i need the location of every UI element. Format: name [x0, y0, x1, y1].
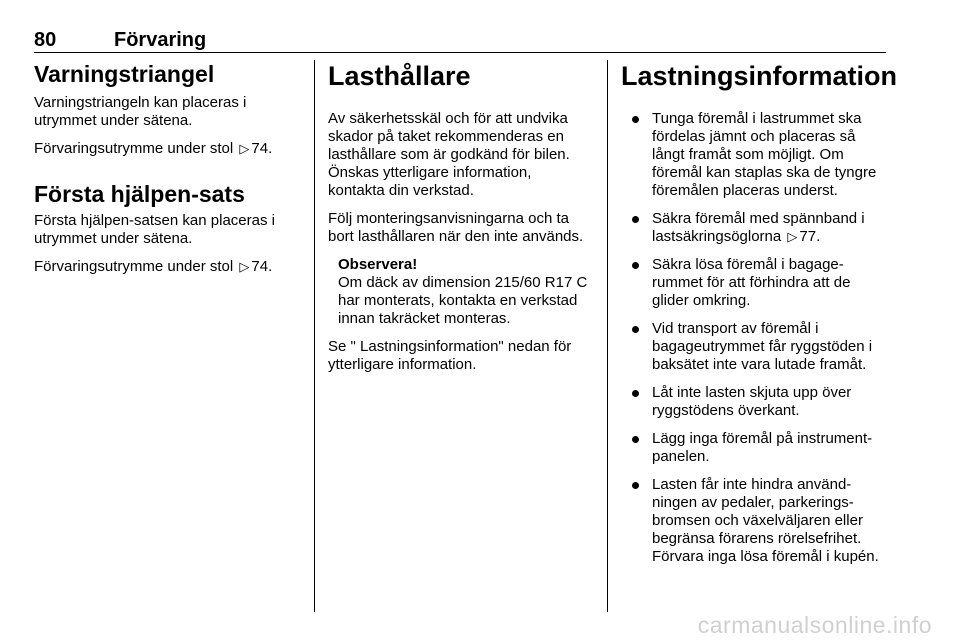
column-left — [34, 60, 302, 612]
page-header — [34, 28, 886, 53]
column-middle — [328, 60, 590, 612]
storage-ref-text: Förvaringsutrymme under stol — [34, 140, 234, 157]
column-divider-1 — [314, 60, 315, 612]
section-heading-loading-info: Lastningsinformation — [621, 61, 897, 91]
paragraph-roof-rack-safety: Av säkerhetsskäl och för att undvika skador på taket rekommenderas en lasthållare som är godkänd för bilen. Önskas ytterligare information, kontakta din verkstad. — [328, 110, 570, 199]
paragraph-storage-ref-2 — [34, 258, 302, 276]
paragraph-first-aid: Första hjälpen-satsen kan placeras i utrymmet under sätena. — [34, 212, 275, 247]
storage-ref-text: Förvaringsutrymme under stol — [34, 258, 234, 275]
note-box — [338, 256, 590, 328]
paragraph-storage-ref-1 — [34, 140, 302, 158]
chapter-title: Förvaring — [114, 29, 207, 51]
pointer-triangle-icon: ▷ — [787, 229, 798, 244]
paragraph-see-loading-info: Se " Lastningsinformation" nedan för ytterligare information. — [328, 338, 572, 373]
list-item: Säkra lösa föremål i bagage-rummet för att förhindra att de glider omkring. — [621, 256, 889, 310]
loading-info-list — [621, 110, 889, 566]
pointer-triangle-icon: ▷ — [239, 141, 250, 156]
paragraph-roof-rack-mounting: Följ monteringsanvisningarna och ta bort lasthållaren när den inte används. — [328, 210, 584, 245]
column-right — [621, 60, 897, 612]
section-heading-roof-rack: Lasthållare — [328, 61, 471, 91]
list-item: Säkra föremål med spännband i lastsäkringsöglorna ▷ 77. — [621, 210, 889, 246]
note-title: Observera! — [338, 256, 418, 273]
paragraph-warning-triangle: Varningstriangeln kan placeras i utrymmet under sätena. — [34, 94, 247, 129]
column-divider-2 — [607, 60, 608, 612]
page-reference-link[interactable]: 77. — [799, 228, 821, 245]
list-item: Tunga föremål i lastrummet ska fördelas jämnt och placeras så långt framåt som möjligt. Om föremål kan staplas ska de tyngre föremålen placeras underst. — [621, 110, 889, 200]
page-reference-link[interactable]: 74. — [251, 140, 273, 157]
pointer-triangle-icon: ▷ — [239, 259, 250, 274]
page-number: 80 — [34, 29, 57, 51]
list-item: Vid transport av föremål i bagageutrymmet får ryggstöden i baksätet inte vara lutade framåt. — [621, 320, 889, 374]
section-heading-first-aid: Första hjälpen-sats — [34, 181, 245, 207]
watermark: carmanualsonline.info — [697, 612, 932, 638]
list-item: Lägg inga föremål på instrument-panelen. — [621, 430, 889, 466]
list-item: Låt inte lasten skjuta upp över ryggstödens överkant. — [621, 384, 889, 420]
page-reference-link[interactable]: 74. — [251, 258, 273, 275]
section-heading-warning-triangle: Varningstriangel — [34, 61, 215, 87]
list-item: Lasten får inte hindra använd-ningen av pedaler, parkerings-bromsen och växelväljaren eller begränsa förarens rörelsefrihet. Förvara inga lösa föremål i kupén. — [621, 476, 889, 566]
note-body: Om däck av dimension 215/60 R17 C har monterats, kontakta en verkstad innan takräcket monteras. — [338, 274, 588, 327]
